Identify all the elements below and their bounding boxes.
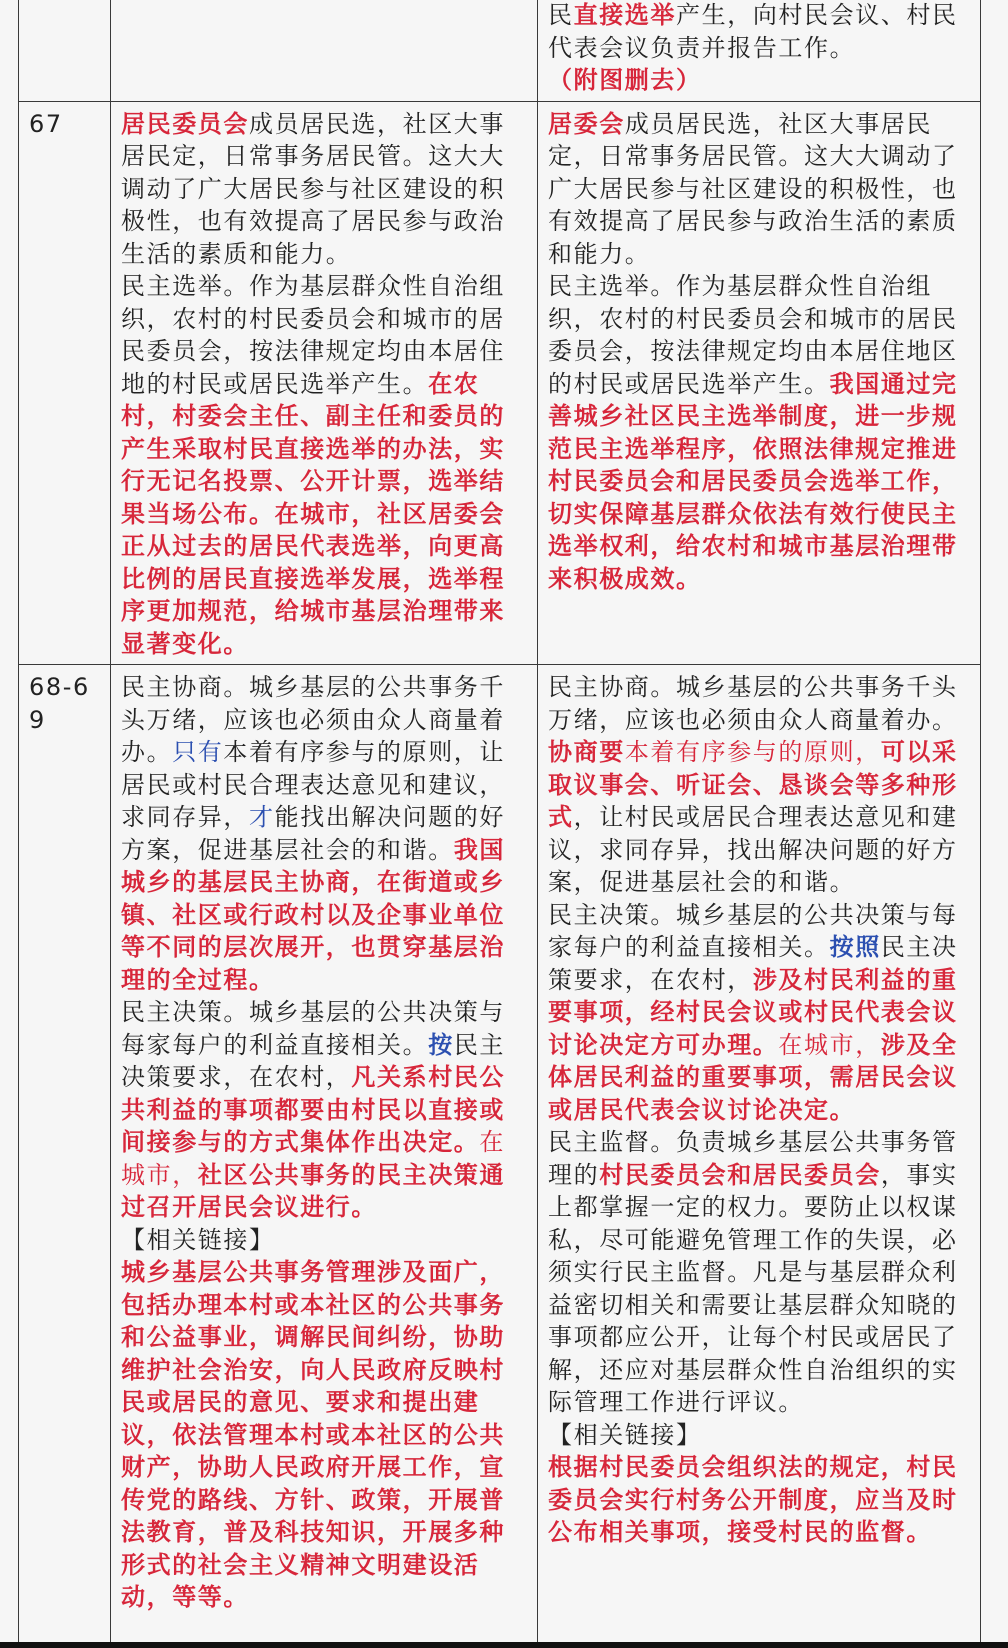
highlighted-text-segment: 涉及村民利益的重要事项，经村民会议或村民代表会议讨论决定方可办理。 (548, 965, 958, 1059)
text-segment: 本着有序参与的原则，让居民或村民合理表达意见和建议，求同存异， (121, 738, 506, 831)
old-text-cell (111, 101, 538, 665)
highlighted-text-segment: 本着有序参与的原则， (624, 738, 881, 766)
highlighted-text-segment: 居民委员会 (121, 109, 249, 138)
page-number-cell (19, 101, 111, 665)
text-segment: ，让村民或居民合理表达意见和建议，求同存异，找出解决问题的好方案，促进基层社会的和谐。 (548, 803, 958, 896)
text-segment: 产生，向村民会议、村民代表会议负责并报告工作。 (548, 1, 958, 62)
highlighted-text-segment: 协商要 (548, 738, 625, 766)
highlighted-text-segment: 根据村民委员会组织法的规定，村民委员会实行村务公开制度，应当及时公布相关事项，接受村民的监督。 (548, 1453, 958, 1546)
highlighted-text-segment: 按照 (829, 933, 881, 961)
highlighted-text-segment: 凡关系村民公共利益的事项都要由村民以直接或间接参与的方式集体作出决定。 (121, 1063, 506, 1156)
new-text-cell (538, 101, 981, 665)
table-row (19, 0, 981, 101)
old-text-cell (111, 665, 538, 1648)
text-segment: 民主决策。城乡基层的公共决策与每家每户的利益直接相关。 (121, 998, 505, 1059)
old-text-cell (111, 0, 538, 101)
highlighted-text-segment: 我国通过完善城乡社区民主选举制度，进一步规范民主选举程序，依照法律规定推进村民委员会和居民委员会选举工作，切实保障基层群众依法有效行使民主选举权利，给农村和城市基层治理带来积极成效。 (548, 369, 958, 593)
comparison-table-body (19, 0, 981, 1648)
page-number-cell (19, 665, 111, 1648)
highlighted-text-segment: 才 (249, 803, 275, 831)
text-segment: 能找出解决问题的好方案，促进基层社会的和谐。 (121, 803, 506, 864)
new-text-cell (538, 0, 981, 101)
text-segment: 民主决策要求，在农村， (121, 1030, 506, 1091)
new-text-cell (538, 665, 981, 1648)
text-segment: 成员居民选，社区大事居民定，日常事务居民管。这大大调动了广大居民参与社区建设的积极性，也有效提高了居民参与政治生活的素质和能力。 (121, 109, 505, 268)
text-segment: 民主选举。作为基层群众性自治组织，农村的村民委员会和城市的居民委员会，按法律规定均由本居住地的村民或居民选举产生。 (121, 272, 505, 398)
highlighted-text-segment: 村民委员会和居民委员会 (599, 1160, 881, 1189)
highlighted-text-segment: 在城市， (121, 1128, 506, 1189)
highlighted-text-segment: 涉及全体居民利益的重要事项，需居民会议或居民代表会议讨论决定。 (548, 1030, 958, 1124)
text-segment: 【相关链接】 (121, 1225, 275, 1254)
highlighted-text-segment: 居委会 (548, 109, 625, 138)
highlighted-text-segment: 只有 (172, 738, 224, 766)
bottom-edge-bar (0, 1642, 1008, 1648)
text-segment: 民主协商。城乡基层的公共事务千头万绪，应该也必须由众人商量着办。 (548, 673, 958, 734)
page-number-cell (19, 0, 111, 101)
highlighted-text-segment: （附图删去） (548, 66, 702, 94)
highlighted-text-segment: 城乡基层公共事务管理涉及面广，包括办理本村或本社区的公共事务和公益事业，调解民间纠纷，协助维护社会治安，向人民政府反映村民或居民的意见、要求和提出建议，依法管理本村或本社区的公共财产，协助人民政府开展工作，宣传党的路线、方针、政策，开展普法教育，普及科技知识，开展多种形式的社会主义精神文明建设活动，等等。 (121, 1258, 505, 1611)
comparison-table (18, 0, 981, 1648)
text-segment: 民主协商。城乡基层的公共事务千头万绪，应该也必须由众人商量着办。 (121, 673, 505, 766)
table-row (19, 665, 981, 1648)
text-segment: 民主决策。城乡基层的公共决策与每家每户的利益直接相关。 (548, 900, 958, 961)
highlighted-text-segment: 直接选举 (573, 1, 677, 29)
highlighted-text-segment: 在城市， (778, 1030, 881, 1059)
highlighted-text-segment: 社区公共事务的民主决策通过召开居民会议进行。 (121, 1160, 506, 1221)
table-row (19, 101, 981, 665)
page-number: 68-69 (29, 673, 90, 734)
highlighted-text-segment: 按 (428, 1030, 454, 1059)
highlighted-text-segment: 可以采取议事会、听证会、恳谈会等多种形式 (548, 738, 958, 831)
text-segment: 民主决策要求，在农村， (548, 933, 958, 994)
text-segment: 民主选举。作为基层群众性自治组织，农村的村民委员会和城市的居民委员会，按法律规定均由本居住地区的村民或居民选举产生。 (548, 272, 958, 398)
text-segment: ，事实上都掌握一定的权力。要防止以权谋私，尽可能避免管理工作的失误，必须实行民主监督。凡是与基层群众利益密切相关和需要让基层群众知晓的事项都应公开，让每个村民或居民了解，还应对基层群众性自治组织的实际管理工作进行评议。 (548, 1160, 958, 1416)
highlighted-text-segment: 在农村，村委会主任、副主任和委员的产生采取村民直接选举的办法，实行无记名投票、公开计票，选举结果当场公布。在城市，社区居委会正从过去的居民代表选举，向更高比例的居民直接选举发展，选举程序更加规范，给城市基层治理带来显著变化。 (121, 369, 505, 658)
page-number: 67 (29, 109, 63, 138)
text-segment: 成员居民选，社区大事居民定，日常事务居民管。这大大调动了广大居民参与社区建设的积极性，也有效提高了居民参与政治生活的素质和能力。 (548, 109, 958, 268)
text-segment: 【相关链接】 (548, 1420, 702, 1449)
text-segment: 民 (548, 1, 574, 29)
text-segment: 民主监督。负责城乡基层公共事务管理的 (548, 1128, 958, 1189)
highlighted-text-segment: 我国城乡的基层民主协商，在街道或乡镇、社区或行政村以及企事业单位等不同的层次展开，也贯穿基层治理的全过程。 (121, 835, 506, 994)
